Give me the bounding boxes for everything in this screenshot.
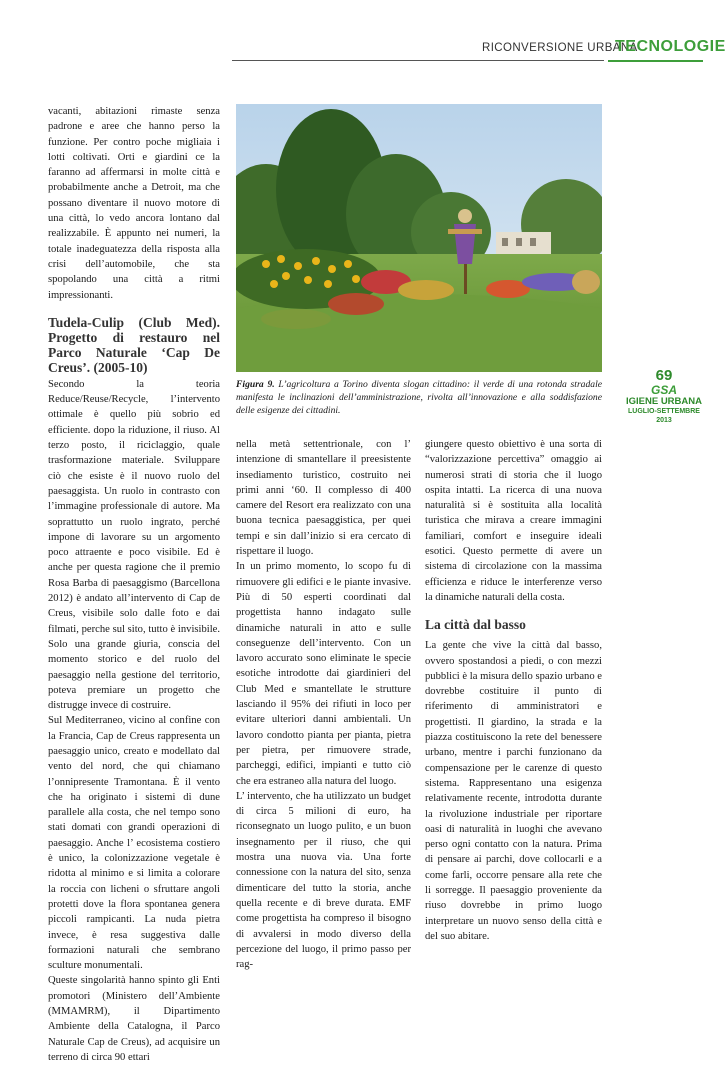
article-column-2 <box>236 437 411 972</box>
paragraph: nella metà settentrionale, con l’ intenzione di smantellare il preesistente insediamento turistico, costruito nei primi anni ‘60. Il complesso di 400 camere del Resort era realizzato con una buona tecnica paesaggistica, per quei tempi e sin dall’inizio si era cercato di rispettare il luogo. <box>236 439 411 558</box>
issue-date: LUGLIO-SETTEMBRE 2013 <box>628 408 700 424</box>
article-column-1 <box>48 104 220 1065</box>
figure-caption <box>236 378 602 417</box>
section-label: RICONVERSIONE URBANA <box>482 42 638 54</box>
roundabout-garden-photo <box>236 104 602 372</box>
caption-text: L’agricoltura a Torino diventa slogan cittadino: il verde di una rotonda stradale manifesta le inclinazioni dell’amministrazione, rivolta all’innovazione e alla soddisfazione delle esigenze dei cittadini. <box>236 379 602 416</box>
paragraph: Secondo la teoria Reduce/Reuse/Recycle, l’intervento ottimale è quello più sobrio ed efficiente. dopo la riduzione, il riuso. Al terzo posto, il riciclaggio, quale trasformazione materiale. Sviluppare ciò che esiste è il nuovo ruolo del paesaggista. Un ruolo in contrasto con l’immagine professionale di autore. Ma soprattutto un ruolo ingrato, perché impone di lavorare su un argomento poco attraente e poco visibile. Ed è anche per questa ragione che il premio Rosa Barba di paesaggismo (Barcellona 2012) è andato all’intervento di Cap de Creus, visibile solo dalle foto e dai filmati, perche sul sito, tutto è invisibile. Solo una grande giuria, conscia del momento storico e del ruolo del paesaggio nella gestione del territorio, poteva premiare un progetto che distrugge invece di costruire. <box>48 378 220 712</box>
header-divider <box>232 60 604 61</box>
paragraph: giungere questo obiettivo è una sorta di “valorizzazione percettiva” omaggio ai numerosi strati di storia che il luogo ospita intatti. La ricerca di una nuova naturalità si è sostituita alla località turistica che mirava a creare immagini familiari, comfort e inseguire ideali esotici. Questo permette di avere un sistema di circolazione con la massima efficienza e riduce le interferenze verso la dinamiche naturali della costa. <box>425 439 602 603</box>
article-column-3 <box>425 437 602 944</box>
header-accent-divider <box>608 60 703 62</box>
section-heading: Tudela-Culip (Club Med). Progetto di restauro nel Parco Naturale ‘Cap De Creus’. (2005-10) <box>48 314 220 375</box>
caption-label: Figura 9. <box>236 379 275 390</box>
magazine-name: IGIENE URBANA <box>625 396 702 407</box>
page-number: 69 <box>655 367 673 384</box>
paragraph: Sul Mediterraneo, vicino al confine con la Francia, Cap de Creus rappresenta un paesaggio unico, creato e modellato dal vento del nord, che qui chiamano l’onnipresente Tramontana. È il vento che ha originato i sistemi di dune parallele alla costa, che nel tempo sono stati domati con grandi operazioni di paesaggio. Anche l’ ecosistema costiero è unico, la colonizzazione vegetale è ridotta al minimo e si limita a colorare la roccia con licheni o sfruttare angoli protetti dove la flora spontanea genera piccoli rampicanti. La nuda pietra invece, è resa suggestiva dalle formazioni naturali che sembrano sculture monumentali. <box>48 715 220 972</box>
section-heading: La città dal basso <box>425 617 526 633</box>
magazine-page-block <box>624 368 704 425</box>
paragraph: In un primo momento, lo scopo fu di rimuovere gli edifici e le piante invasive. Più di 50 esperti coordinati dal progettista hanno indagato sulle dinamiche naturali in atto e sulle conseguenze dell’intervento. Con un lavoro accurato sono eliminate le specie esotiche introdotte dai giardinieri del Club Med e smantellate le strutture lasciando il 95% dei rifiuti in loco per evitare ulteriori danni ambientali. Un lavoro condotto pianta per pianta, pietra per pietra, per rimuovere strade, parcheggi, edifici, impianti e tutto ciò che era estraneo alla natura del luogo. <box>236 561 411 787</box>
paragraph: La gente che vive la città dal basso, ovvero spostandosi a piedi, o con mezzi pubblici è la misura dello spazio urbano e dovrebbe costituire il punto di riferimento di amministratori e progettisti. Il giardino, la strada e la piazza costituiscono la rete del benessere urbano, mentre i parchi funzionano da compensazione per le carenze di questo sistema. Rappresentano una esigenza relativamente recente, introdotta durante la rivoluzione industriale per riportare oasi di naturalità in luoghi che avevano perso ogni contatto con la natura. Prima di pensare ai parchi, dove collocarli e a come farli, occorre pensare alla rete che li sorregge. Il paesaggio proveniente da riuso dovrebbe in primo luogo interpretare un nuovo senso della città e del suo abitare. <box>425 640 602 942</box>
magazine-logo: GSA <box>650 383 677 397</box>
category-label: TECNOLOGIE <box>615 38 726 55</box>
paragraph: vacanti, abitazioni rimaste senza padrone e aree che hanno perso la funzione. Per contro poche migliaia i lotti coltivati. Orti e giardini ce la faranno ad affermarsi in molte città e probabilmente anche a Detroit, ma che possano diventare il nuovo motore di una città, lo vedo ancora lontano dal realizzabile. È appunto nei numeri, la totale inadeguatezza della risposta alla crisi dell’automobile, che sta spopolando una città a ritmi impressionanti. <box>48 106 220 301</box>
paragraph: L’ intervento, che ha utilizzato un budget di circa 5 milioni di euro, ha riconsegnato un luogo pulito, e un buon insegnamento per il riuso, che qui mostra una nuova via. Una forte connessione con la natura del sito, senza dimenticare del tutto la storia, anche quella recente e di breve durata. EMF come progettista ha compreso il bisogno di avvalersi in modo diverso della percezione del luogo, il primo passo per rag- <box>236 790 411 971</box>
paragraph: Queste singolarità hanno spinto gli Enti promotori (Ministero dell’Ambiente (MMAMRM), il Dipartimento Ambiente della Catalogna, il Parco Naturale Cap de Creus), ad acquisire un terreno di circa 90 ettari <box>48 975 220 1063</box>
